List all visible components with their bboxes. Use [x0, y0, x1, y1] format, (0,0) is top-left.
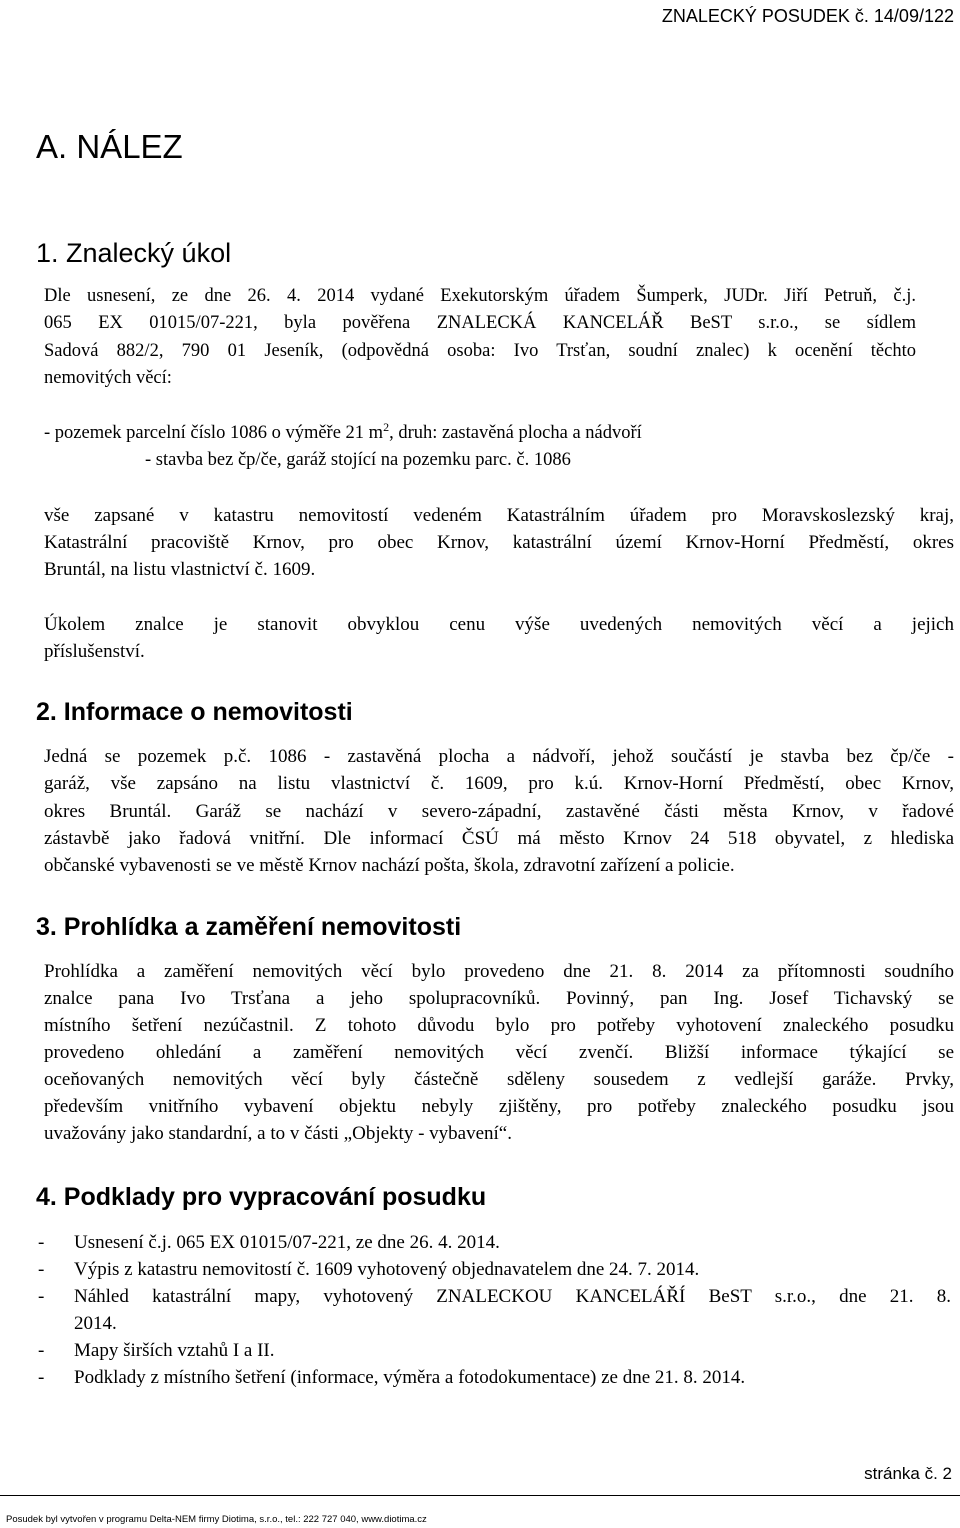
- paragraph-line: místního šetření nezúčastnil. Z tohoto důvodu bylo pro potřeby vyhotovení znaleckého posudku: [44, 1015, 954, 1036]
- paragraph-line: oceňovaných nemovitých věcí byly částečně sděleny sousedem z vedlejší garáže. Prvky,: [44, 1069, 954, 1090]
- list-bullet: -: [38, 1232, 45, 1253]
- section-4-title: 4. Podklady pro vypracování posudku: [36, 1183, 487, 1211]
- paragraph-line: garáž, vše zapsáno na listu vlastnictví č. 1609, pro k.ú. Krnov-Horní Předměstí, obec Krnov,: [44, 773, 954, 794]
- paragraph-line: uvažovány jako standardní, a to v části „Objekty - vybavení“.: [44, 1123, 512, 1144]
- paragraph-line: příslušenství.: [44, 641, 145, 662]
- section-1-title: 1. Znalecký úkol: [36, 238, 232, 268]
- paragraph-line: Bruntál, na listu vlastnictví č. 1609.: [44, 559, 316, 580]
- list-item-continuation: 2014.: [74, 1313, 117, 1334]
- property-item-land: [44, 419, 642, 444]
- superscript: 2: [383, 419, 390, 434]
- paragraph-line: Dle usnesení, ze dne 26. 4. 2014 vydané Exekutorským úřadem Šumperk, JUDr. Jiří Petruň, č.j.: [44, 286, 916, 306]
- list-bullet: -: [38, 1286, 45, 1307]
- paragraph-line: znalce pana Ivo Trsťana a jeho spolupracovníků. Povinný, pan Ing. Josef Tichavský se: [44, 988, 954, 1009]
- list-bullet: -: [38, 1367, 45, 1388]
- paragraph-line: okres Bruntál. Garáž se nachází v severo-západní, zastavěné části města Krnov, v řadové: [44, 801, 954, 822]
- list-item: Náhled katastrální mapy, vyhotovený ZNALECKOU KANCELÁŘÍ BeST s.r.o., dne 21. 8.: [74, 1286, 951, 1307]
- document-header: ZNALECKÝ POSUDEK č. 14/09/122: [661, 6, 954, 26]
- section-a-title: A. NÁLEZ: [36, 128, 183, 165]
- section-3-title: 3. Prohlídka a zaměření nemovitosti: [36, 913, 462, 941]
- property-item-land-prefix: - pozemek parcelní číslo 1086 o výměře 21 m: [44, 423, 384, 443]
- section-2-title: 2. Informace o nemovitosti: [36, 698, 353, 726]
- paragraph-line: Katastrální pracoviště Krnov, pro obec Krnov, katastrální území Krnov-Horní Předměstí, okres: [44, 532, 954, 553]
- paragraph-line: především vnitřního vybavení objektu nebyly zjištěny, pro potřeby znaleckého posudku jsou: [44, 1096, 954, 1117]
- paragraph-line: nemovitých věcí:: [44, 368, 172, 388]
- list-bullet: -: [38, 1259, 45, 1280]
- paragraph-line: vše zapsané v katastru nemovitostí vedeném Katastrálním úřadem pro Moravskoslezský kraj,: [44, 505, 954, 526]
- footer-divider: [0, 1495, 960, 1496]
- list-item: Mapy širších vztahů I a II.: [74, 1340, 275, 1361]
- paragraph-line: Jedná se pozemek p.č. 1086 - zastavěná plocha a nádvoří, jehož součástí je stavba bez čp/če -: [44, 746, 954, 767]
- property-item-building: - stavba bez čp/če, garáž stojící na pozemku parc. č. 1086: [145, 450, 571, 470]
- list-item: Usnesení č.j. 065 EX 01015/07-221, ze dne 26. 4. 2014.: [74, 1232, 500, 1253]
- paragraph-line: 065 EX 01015/07-221, byla pověřena ZNALECKÁ KANCELÁŘ BeST s.r.o., se sídlem: [44, 313, 916, 333]
- list-item: Podklady z místního šetření (informace, výměra a fotodokumentace) ze dne 21. 8. 2014.: [74, 1367, 746, 1388]
- property-item-land-suffix: , druh: zastavěná plocha a nádvoří: [389, 423, 642, 443]
- paragraph-line: Úkolem znalce je stanovit obvyklou cenu výše uvedených nemovitých věcí a jejich: [44, 614, 954, 635]
- list-bullet: -: [38, 1340, 45, 1361]
- paragraph-line: Prohlídka a zaměření nemovitých věcí bylo provedeno dne 21. 8. 2014 za přítomnosti soudního: [44, 961, 954, 982]
- paragraph-line: Sadová 882/2, 790 01 Jeseník, (odpovědná osoba: Ivo Trsťan, soudní znalec) k ocenění těchto: [44, 341, 916, 361]
- list-item: Výpis z katastru nemovitostí č. 1609 vyhotovený objednavatelem dne 24. 7. 2014.: [74, 1259, 700, 1280]
- page-number: stránka č. 2: [864, 1464, 952, 1483]
- footer-program-note: Posudek byl vytvořen v programu Delta-NEM firmy Diotima, s.r.o., tel.: 222 727 040, www.diotima.cz: [6, 1514, 427, 1525]
- paragraph-line: provedeno ohledání a zaměření nemovitých věcí zvenčí. Bližší informace týkající se: [44, 1042, 954, 1063]
- paragraph-line: občanské vybavenosti se ve městě Krnov nachází pošta, škola, zdravotní zařízení a policie.: [44, 855, 735, 876]
- paragraph-line: zástavbě jako řadová vnitřní. Dle informací ČSÚ má město Krnov 24 518 obyvatel, z hlediska: [44, 828, 954, 849]
